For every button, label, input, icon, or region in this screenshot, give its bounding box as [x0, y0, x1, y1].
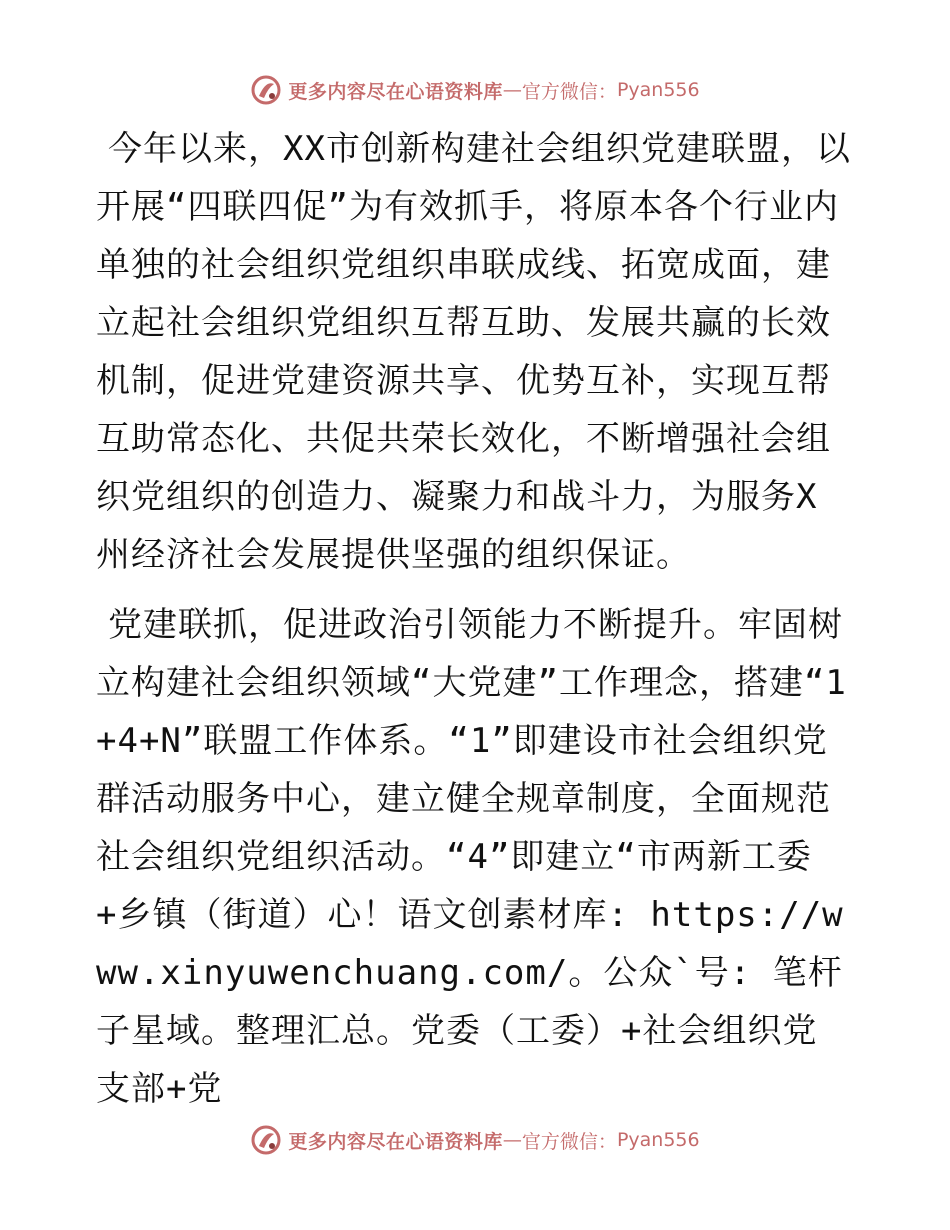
header-watermark-banner [0, 70, 950, 110]
banner-separator: — [502, 79, 522, 101]
banner-site-text: 更多内容尽在心语资料库 [288, 80, 503, 103]
banner-wechat-id: Pyan556 [616, 1129, 700, 1151]
logo-icon [250, 74, 282, 106]
banner-wechat-label: 官方微信： [521, 1130, 617, 1153]
banner-separator: — [502, 1129, 522, 1151]
logo-icon [250, 1124, 282, 1156]
banner-site-text: 更多内容尽在心语资料库 [288, 1130, 503, 1153]
footer-watermark-banner [0, 1120, 950, 1160]
banner-wechat-label: 官方微信： [521, 80, 617, 103]
banner-wechat-id: Pyan556 [616, 79, 700, 101]
document-body [96, 120, 852, 1118]
paragraph-party-building: 党建联抓，促进政治引领能力不断提升。牢固树立构建社会组织领域“大党建”工作理念，搭建“1+4+N”联盟工作体系。“1”即建设市社会组织党群活动服务中心，建立健全规章制度，全面规范社会组织党组织活动。“4”即建立“市两新工委+乡镇（街道）心！语文创素材库: https://www.xinyuwenchuang.com/。公众`号: 笔杆子星域。整理汇总。党委（工委）+社会组织党支部+党 [96, 605, 847, 1109]
paragraph-intro: 今年以来，XX市创新构建社会组织党建联盟，以开展“四联四促”为有效抓手，将原本各个行业内单独的社会组织党组织串联成线、拓宽成面，建立起社会组织党组织互帮互助、发展共赢的长效机制，促进党建资源共享、优势互补，实现互帮互助常态化、共促共荣长效化，不断增强社会组织党组织的创造力、凝聚力和战斗力，为服务X州经济社会发展提供坚强的组织保证。 [96, 129, 851, 575]
